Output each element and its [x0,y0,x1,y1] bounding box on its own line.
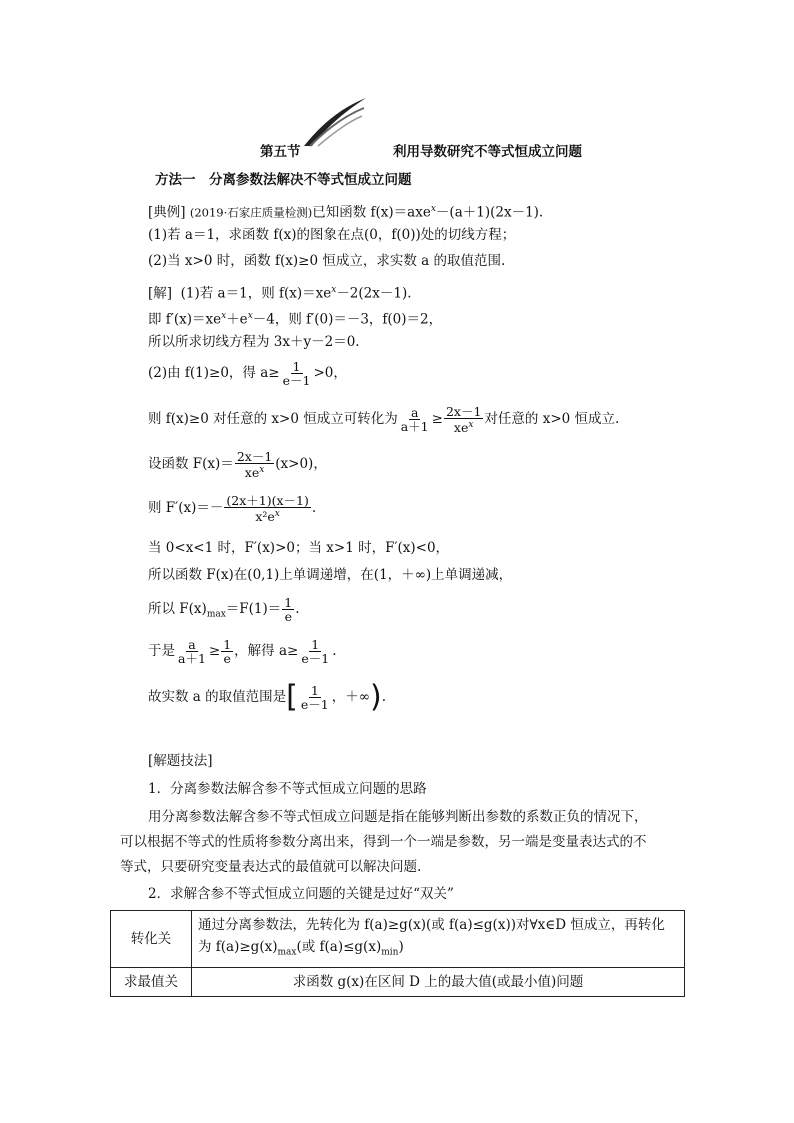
solution-line-1: [解] (1)若 a＝1，则 $f(x)=xe^x-2(2x-1)$. [148,285,412,302]
solution-line-12: 故实数 a 的取值范围是[ $\frac{1}{e-1}$ ，＋∞). [148,679,386,715]
tips-tag: [解题技法] [148,753,213,769]
solution-line-8: 当 0<x<1 时，F′(x)>0；当 x>1 时，F′(x)<0， [148,540,450,556]
solution-line-3: 所以所求切线方程为 3x＋y－2＝0. [148,334,360,350]
solution-line-9: 所以函数 F(x)在(0,1)上单调递增，在(1，＋∞)上单调递减， [148,567,513,583]
example-line: [典例] (2019·石家庄质量检测)已知函数 f(x)＝axe$^x$－(a＋1)(2x－1). [148,204,544,221]
swoosh-logo-icon [300,96,370,148]
solution-line-10: 所以 $F(x)_{max}=F(1)=$ $\frac{1}{e}$ . [148,595,300,624]
table-label-extremum: 求最值关 [111,967,192,996]
example-tag: [典例] [148,204,186,221]
question-1: (1)若 a＝1，求函数 f(x)的图象在点(0，f(0))处的切线方程； [148,227,516,243]
question-2: (2)当 x>0 时，函数 f(x)≥0 恒成立，求实数 a 的取值范围. [148,253,506,269]
tips-paragraph-line-2: 可以根据不等式的性质将参数分离出来，得到一个一端是参数，另一端是变量表达式的不 [120,834,647,850]
tips-heading-1: 1．分离参数法解含参不等式恒成立问题的思路 [148,781,427,797]
solution-line-5: 则 f(x)≥0 对任意的 x>0 恒成立可转化为 $\frac{a}{a+1}$ ≥ $\frac{2x-1}{xe^x}$ 对任意的 x>0 恒成立. [148,404,620,436]
solution-line-4: (2)由 f(1)≥0，得 a≥ $\frac{1}{e-1}$ >0， [148,359,347,388]
section-number: 第五节 [260,144,301,160]
table-cell-extremum: 求函数 g(x)在区间 D 上的最大值(或最小值)问题 [192,967,685,996]
method-title: 方法一 分离参数法解决不等式恒成立问题 [155,172,412,188]
table-row [111,967,685,996]
page-title: 利用导数研究不等式恒成立问题 [393,144,582,160]
table-label-transform: 转化关 [111,911,192,968]
example-stem-a: 已知函数 f(x)＝axe [312,204,431,221]
tips-heading-2: 2．求解含参不等式恒成立问题的关键是过好“双关” [148,886,454,902]
table-row [111,911,685,968]
solution-line-6: 设函数 F(x)＝ $\frac{2x-1}{xe^x}$ (x>0)， [148,449,327,481]
example-source: (2019·石家庄质量检测) [189,205,313,220]
tips-paragraph-line-1: 用分离参数法解含参不等式恒成立问题是指在能够判断出参数的系数正负的情况下， [148,809,648,825]
solution-tag: [解] [148,285,173,302]
solution-line-7: 则 F′(x)＝－ $\frac{(2x+1)(x-1)}{x^2e^x}$ . [148,493,317,525]
table-cell-transform: 通过分离参数法，先转化为 f(a)≥g(x)(或 f(a)≤g(x))对∀x∈D 恒成立，再转化 为 $f(a)\ge g(x)_{max}$(或 $f(a)\le g(x)_{min}$) [192,911,685,968]
solution-line-11: 于是 $\frac{a}{a+1}$ ≥ $\frac{1}{e}$ ，解得 a≥ $\frac{1}{e-1}$ . [148,637,337,666]
example-stem-b: －(a＋1)(2x－1). [435,204,544,221]
tips-paragraph-line-3: 等式，只要研究变量表达式的最值就可以解决问题. [120,859,422,875]
solution-line-2: 即 $f'(x)=xe^x+e^x-4$，则 f′(0)＝－3，f(0)＝2， [148,311,443,328]
double-gate-table [110,910,685,997]
